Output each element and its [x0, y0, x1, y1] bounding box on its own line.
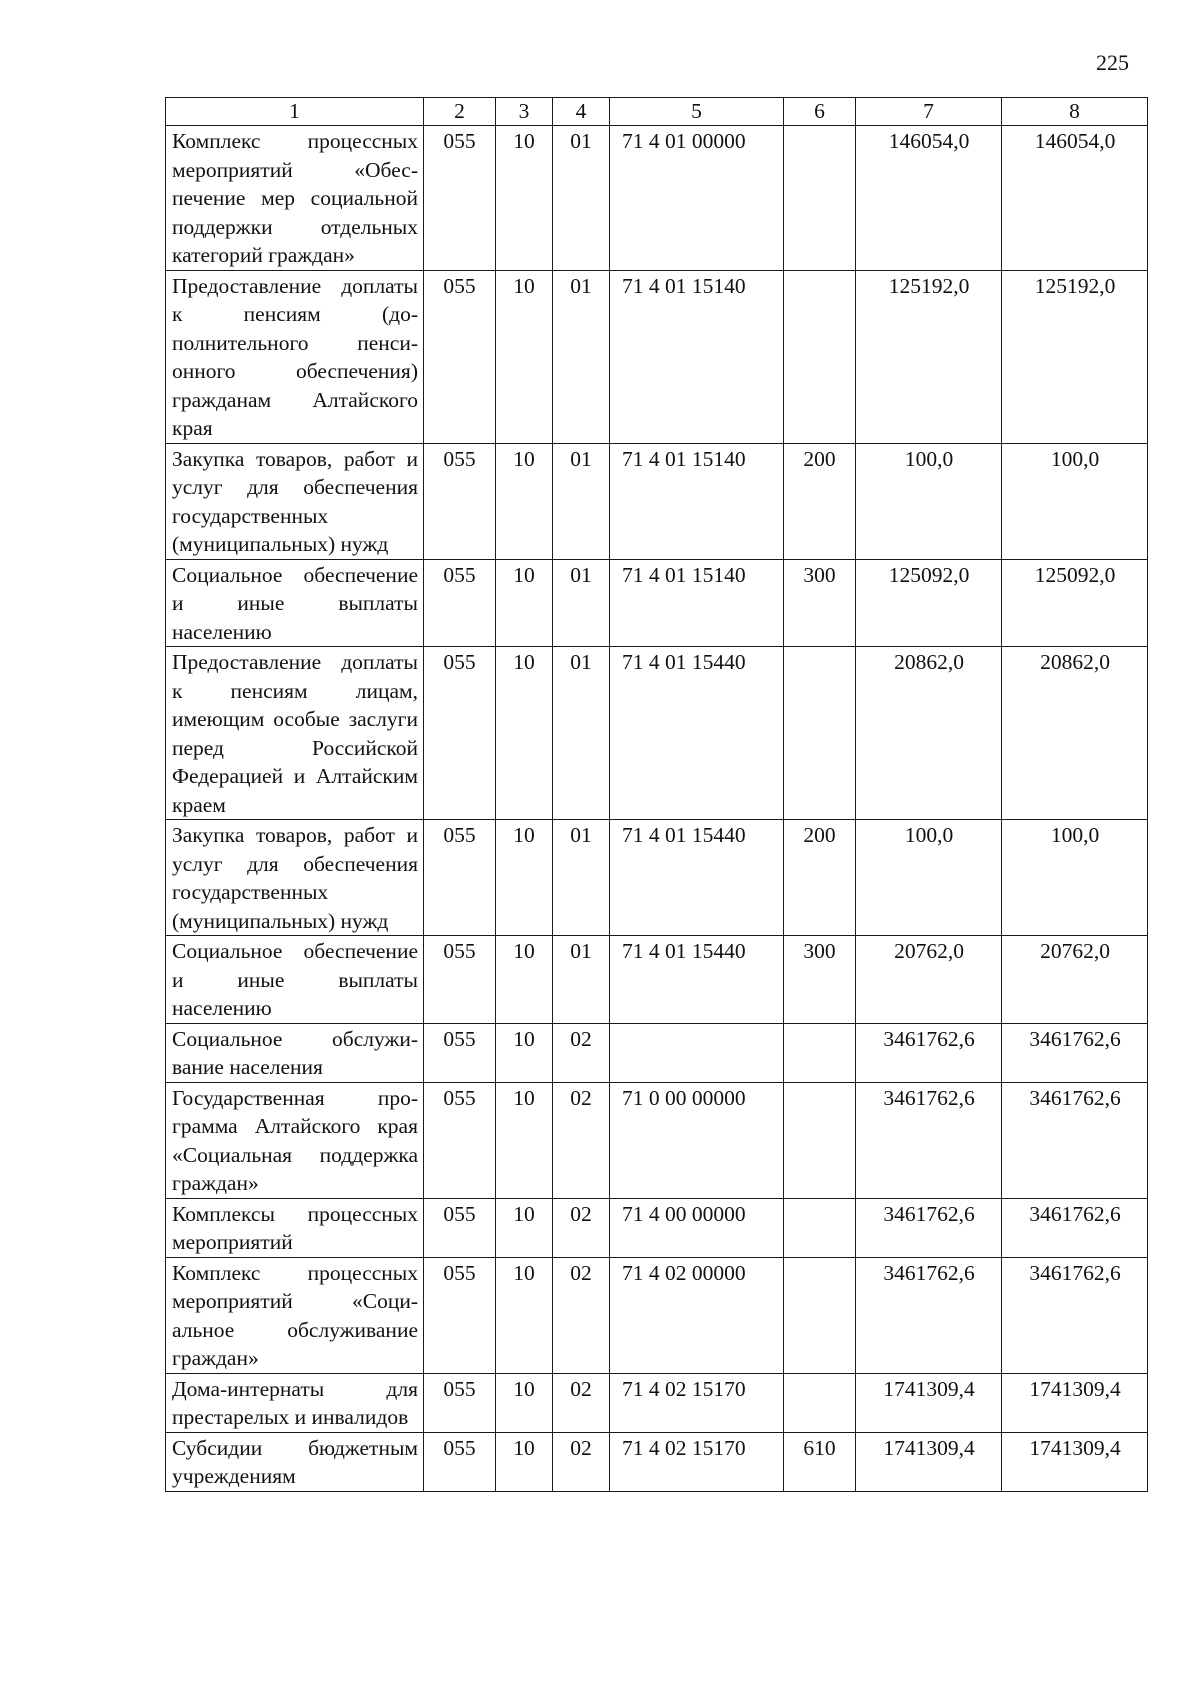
table-row — [166, 1373, 1148, 1432]
budget-table — [165, 97, 1148, 1492]
expense-type-code — [784, 647, 856, 820]
header-row — [166, 98, 1148, 126]
target-article-code: 71 4 02 00000 — [610, 1257, 784, 1373]
section-code: 10 — [496, 1257, 553, 1373]
section-code: 10 — [496, 1198, 553, 1257]
target-article-code: 71 4 01 15440 — [610, 936, 784, 1024]
section-code: 10 — [496, 936, 553, 1024]
subsection-code: 01 — [553, 270, 610, 443]
section-code: 10 — [496, 443, 553, 559]
expense-type-code — [784, 1198, 856, 1257]
amount-column-7: 20762,0 — [856, 936, 1002, 1024]
table-row — [166, 1082, 1148, 1198]
expense-type-code: 300 — [784, 936, 856, 1024]
item-name: Предоставление доплаты к пенсиям (дополнительного пенсионного обеспечения) гражданам Алтайского края — [166, 270, 424, 443]
amount-column-8: 125192,0 — [1002, 270, 1148, 443]
amount-column-7: 125092,0 — [856, 559, 1002, 647]
column-header-5: 5 — [610, 98, 784, 126]
column-header-1: 1 — [166, 98, 424, 126]
subsection-code: 01 — [553, 559, 610, 647]
amount-column-8: 20762,0 — [1002, 936, 1148, 1024]
target-article-code: 71 4 01 15140 — [610, 270, 784, 443]
subsection-code: 02 — [553, 1023, 610, 1082]
table-row — [166, 1198, 1148, 1257]
column-header-6: 6 — [784, 98, 856, 126]
item-name: Государственная программа Алтайского края «Социальная поддержка граждан» — [166, 1082, 424, 1198]
table-row — [166, 1432, 1148, 1491]
section-code: 10 — [496, 270, 553, 443]
subsection-code: 02 — [553, 1198, 610, 1257]
subsection-code: 02 — [553, 1257, 610, 1373]
target-article-code: 71 4 02 15170 — [610, 1373, 784, 1432]
table-row — [166, 443, 1148, 559]
amount-column-7: 100,0 — [856, 820, 1002, 936]
table-row — [166, 1023, 1148, 1082]
expense-type-code — [784, 126, 856, 271]
amount-column-8: 3461762,6 — [1002, 1082, 1148, 1198]
subsection-code: 01 — [553, 936, 610, 1024]
expense-type-code — [784, 1257, 856, 1373]
amount-column-8: 146054,0 — [1002, 126, 1148, 271]
amount-column-7: 3461762,6 — [856, 1082, 1002, 1198]
target-article-code: 71 4 01 15440 — [610, 647, 784, 820]
ministry-code: 055 — [424, 443, 496, 559]
target-article-code — [610, 1023, 784, 1082]
item-name: Комплексы процессных мероприятий — [166, 1198, 424, 1257]
subsection-code: 01 — [553, 443, 610, 559]
amount-column-8: 125092,0 — [1002, 559, 1148, 647]
amount-column-8: 100,0 — [1002, 443, 1148, 559]
section-code: 10 — [496, 1023, 553, 1082]
item-name: Закупка товаров, работ и услуг для обеспечения государственных (муниципальных) нужд — [166, 443, 424, 559]
amount-column-7: 1741309,4 — [856, 1373, 1002, 1432]
subsection-code: 01 — [553, 820, 610, 936]
amount-column-7: 146054,0 — [856, 126, 1002, 271]
table-row — [166, 936, 1148, 1024]
item-name: Предоставление доплаты к пенсиям лицам, имеющим особые заслуги перед Российской Федерацией и Алтайским краем — [166, 647, 424, 820]
amount-column-8: 3461762,6 — [1002, 1198, 1148, 1257]
ministry-code: 055 — [424, 559, 496, 647]
section-code: 10 — [496, 820, 553, 936]
expense-type-code: 610 — [784, 1432, 856, 1491]
ministry-code: 055 — [424, 1198, 496, 1257]
subsection-code: 01 — [553, 126, 610, 271]
table-row — [166, 559, 1148, 647]
ministry-code: 055 — [424, 1257, 496, 1373]
expense-type-code — [784, 1373, 856, 1432]
subsection-code: 02 — [553, 1373, 610, 1432]
item-name: Комплекс процессных мероприятий «Социальное обслуживание граждан» — [166, 1257, 424, 1373]
target-article-code: 71 4 01 15440 — [610, 820, 784, 936]
ministry-code: 055 — [424, 647, 496, 820]
target-article-code: 71 0 00 00000 — [610, 1082, 784, 1198]
column-header-3: 3 — [496, 98, 553, 126]
subsection-code: 02 — [553, 1432, 610, 1491]
amount-column-7: 20862,0 — [856, 647, 1002, 820]
expense-type-code: 300 — [784, 559, 856, 647]
expense-type-code — [784, 270, 856, 443]
ministry-code: 055 — [424, 820, 496, 936]
section-code: 10 — [496, 1432, 553, 1491]
amount-column-8: 100,0 — [1002, 820, 1148, 936]
ministry-code: 055 — [424, 1023, 496, 1082]
amount-column-7: 3461762,6 — [856, 1023, 1002, 1082]
amount-column-8: 20862,0 — [1002, 647, 1148, 820]
column-header-4: 4 — [553, 98, 610, 126]
ministry-code: 055 — [424, 126, 496, 271]
amount-column-8: 1741309,4 — [1002, 1373, 1148, 1432]
amount-column-8: 3461762,6 — [1002, 1023, 1148, 1082]
expense-type-code — [784, 1082, 856, 1198]
expense-type-code — [784, 1023, 856, 1082]
expense-type-code: 200 — [784, 443, 856, 559]
section-code: 10 — [496, 1082, 553, 1198]
table-row — [166, 820, 1148, 936]
item-name: Закупка товаров, работ и услуг для обеспечения государственных (муниципальных) нужд — [166, 820, 424, 936]
section-code: 10 — [496, 126, 553, 271]
ministry-code: 055 — [424, 1082, 496, 1198]
ministry-code: 055 — [424, 936, 496, 1024]
target-article-code: 71 4 02 15170 — [610, 1432, 784, 1491]
column-header-7: 7 — [856, 98, 1002, 126]
subsection-code: 01 — [553, 647, 610, 820]
section-code: 10 — [496, 647, 553, 820]
amount-column-8: 3461762,6 — [1002, 1257, 1148, 1373]
expense-type-code: 200 — [784, 820, 856, 936]
table-row — [166, 126, 1148, 271]
item-name: Социальное обеспечение и иные выплаты населению — [166, 559, 424, 647]
target-article-code: 71 4 01 15140 — [610, 443, 784, 559]
table-row — [166, 270, 1148, 443]
ministry-code: 055 — [424, 270, 496, 443]
subsection-code: 02 — [553, 1082, 610, 1198]
item-name: Социальное обслуживание населения — [166, 1023, 424, 1082]
target-article-code: 71 4 01 15140 — [610, 559, 784, 647]
section-code: 10 — [496, 559, 553, 647]
ministry-code: 055 — [424, 1432, 496, 1491]
target-article-code: 71 4 00 00000 — [610, 1198, 784, 1257]
amount-column-7: 100,0 — [856, 443, 1002, 559]
amount-column-7: 3461762,6 — [856, 1198, 1002, 1257]
target-article-code: 71 4 01 00000 — [610, 126, 784, 271]
item-name: Дома-интернаты для престарелых и инвалидов — [166, 1373, 424, 1432]
section-code: 10 — [496, 1373, 553, 1432]
column-header-2: 2 — [424, 98, 496, 126]
ministry-code: 055 — [424, 1373, 496, 1432]
amount-column-7: 1741309,4 — [856, 1432, 1002, 1491]
table-row — [166, 647, 1148, 820]
page-number: 225 — [1096, 50, 1129, 75]
item-name: Комплекс процессных мероприятий «Обеспечение мер социальной поддержки отдельных категорий граждан» — [166, 126, 424, 271]
table-row — [166, 1257, 1148, 1373]
amount-column-7: 3461762,6 — [856, 1257, 1002, 1373]
amount-column-7: 125192,0 — [856, 270, 1002, 443]
amount-column-8: 1741309,4 — [1002, 1432, 1148, 1491]
item-name: Субсидии бюджетным учреждениям — [166, 1432, 424, 1491]
column-header-8: 8 — [1002, 98, 1148, 126]
item-name: Социальное обеспечение и иные выплаты населению — [166, 936, 424, 1024]
